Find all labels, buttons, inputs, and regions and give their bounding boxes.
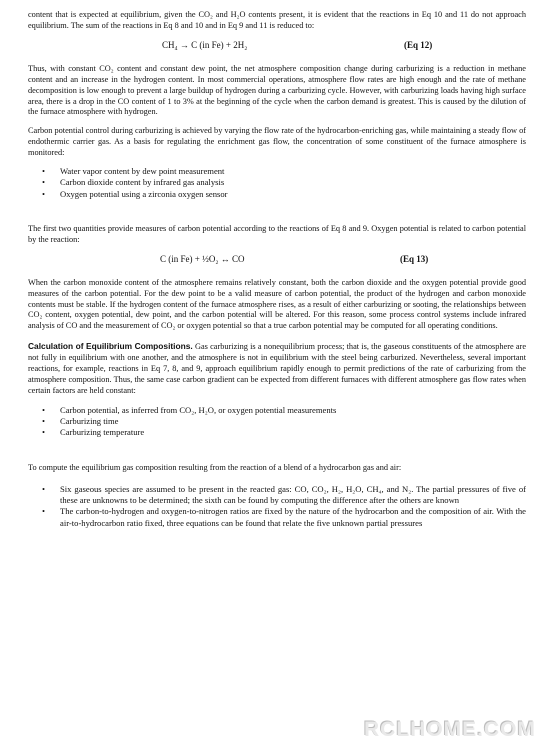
equation-12 — [28, 40, 526, 54]
paragraph-5: When the carbon monoxide content of the atmosphere remains relatively constant, both the carbon dioxide and the oxygen potential provide good measures of the carbon potential. For the dew point to be a valid measure of carbon potential, the product of the hydrogen and carbon monoxide contents must be stable. If the hydrogen content of the furnace atmosphere rises, as a result of either carburizing or sooting, the relationships between CO₂ content, oxygen potential, dew point, and the carbon potential will be altered. For this reason, some process control systems include infrared analysis of CO and the measurement of CO₂ or oxygen potential so that a true carbon potential may be computed for all operating conditions. — [28, 277, 526, 331]
list-item — [28, 416, 526, 427]
paragraph-4: The first two quantities provide measures of carbon potential according to the reactions of Eq 8 and 9. Oxygen potential is related to carbon potential by the reaction: — [28, 223, 526, 244]
bullet-icon: • — [42, 188, 46, 199]
list-item — [28, 484, 526, 507]
list-item — [28, 506, 526, 529]
equation-13-expression: C (in Fe) + ½O₂ ↔ CO — [160, 253, 245, 264]
list-item — [28, 427, 526, 438]
list-item-text: Six gaseous species are assumed to be present in the reacted gas: CO, CO₂, H₂, H₂O, CH₄, and N₂. The partial pressures of five of these are unknowns to be determined; the sixth can be found by computing the difference after the others are known — [60, 483, 526, 505]
bullet-icon: • — [42, 506, 46, 517]
list-item — [28, 177, 526, 188]
watermark: RCLHOME.COM — [364, 718, 536, 741]
paragraph-3: Carbon potential control during carburizing is achieved by varying the flow rate of the hydrocarbon-enriching gas, while maintaining a steady flow of endothermic carrier gas. As a basis for regulating the enrichment gas flow, the concentration of some constituent of the furnace atmosphere is monitored: — [28, 126, 526, 158]
list-item — [28, 189, 526, 200]
monitoring-methods-list — [28, 166, 526, 200]
computation-assumptions-list — [28, 484, 526, 529]
list-item-text: Carbon potential, as inferred from CO₂, H₂O, or oxygen potential measurements — [60, 404, 337, 415]
equation-12-tag: (Eq 12) — [404, 39, 433, 50]
list-item-text: Carbon dioxide content by infrared gas analysis — [60, 177, 225, 188]
bullet-icon: • — [42, 427, 46, 438]
list-item-text: Water vapor content by dew point measurement — [60, 166, 225, 177]
list-item-text: Carburizing time — [60, 416, 119, 427]
document-page — [28, 10, 526, 529]
list-item — [28, 166, 526, 177]
list-item-text: Carburizing temperature — [60, 427, 145, 438]
paragraph-1: content that is expected at equilibrium, given the CO₂ and H₂O contents present, it is evident that the reactions in Eq 10 and 11 do not approach equilibrium. The sum of the reactions in Eq 8 and 10 and in Eq 9 and 11 is reduced to: — [28, 10, 526, 30]
section-body: Gas carburizing is a nonequilibrium process; that is, the gaseous constituents of the atmosphere are not fully in equilibrium with one another, and the atmosphere is not in equilibrium with the steel being carburized. Nevertheless, several important reactions, for example, reactions in Eq 7, 8, and 9, approach equilibrium rapidly enough to permit predictions of the rate of carburizing from the atmosphere composition. Thus, the same case carbon gradient can be expected from different furnaces with different atmosphere gas flow rates when certain factors are held constant: — [28, 342, 526, 395]
paragraph-7: To compute the equilibrium gas composition resulting from the reaction of a blend of a hydrocarbon gas and air: — [28, 462, 402, 472]
bullet-icon: • — [42, 483, 46, 494]
paragraph-2: Thus, with constant CO₂ content and constant dew point, the net atmosphere composition change during carburizing is a reduction in methane content and an increase in the hydrogen content. In most commercial operations, atmosphere flow rates are high enough and the rate of methane decomposition is low enough to prevent a large buildup of hydrogen during a carburizing cycle. However, with carburizing loads having high surface area, there is a drop in the CO content of 1 to 3% at the beginning of the cycle when the carbon demand is greatest. This is caused by the dilution of the furnace atmosphere with hydrogen. — [28, 63, 526, 117]
list-item-text: The carbon-to-hydrogen and oxygen-to-nitrogen ratios are fixed by the nature of the hydrocarbon and the composition of air. With the air-to-hydrocarbon ratio fixed, three equations can be found that relate the five unknown partial pressures — [60, 506, 526, 528]
paragraph-6 — [28, 341, 526, 397]
equation-12-expression: CH₄ → C (in Fe) + 2H₂ — [162, 39, 248, 50]
equation-13 — [28, 254, 526, 268]
bullet-icon: • — [42, 404, 46, 415]
bullet-icon: • — [42, 416, 46, 427]
bullet-icon: • — [42, 166, 46, 177]
list-item-text: Oxygen potential using a zirconia oxygen sensor — [60, 188, 228, 199]
list-item — [28, 405, 526, 416]
bullet-icon: • — [42, 177, 46, 188]
held-constant-factors-list — [28, 405, 526, 439]
section-heading: Calculation of Equilibrium Compositions. — [28, 341, 193, 352]
equation-13-tag: (Eq 13) — [400, 253, 429, 264]
